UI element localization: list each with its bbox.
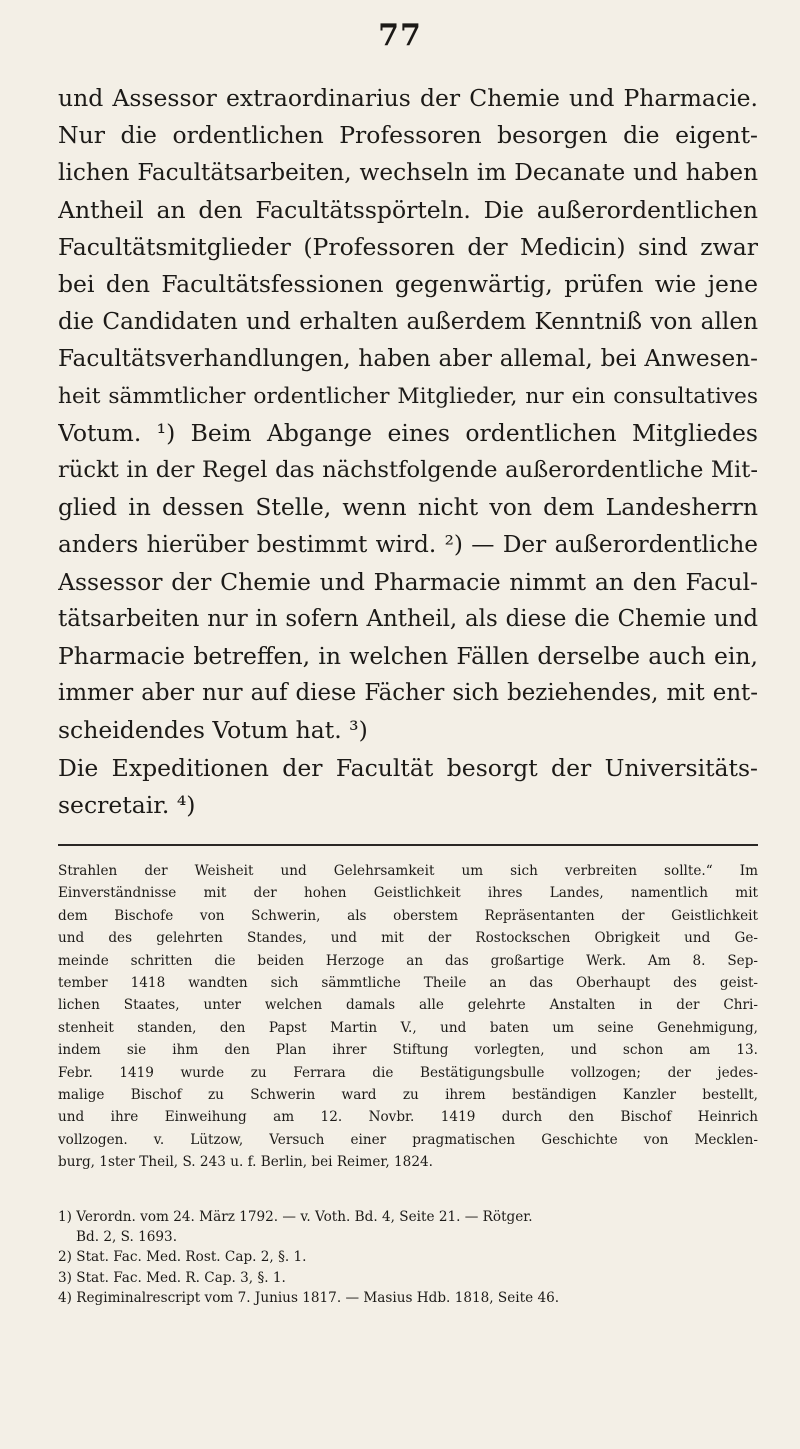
main-line: Die Expeditionen der Facultät besorgt der Universitäts- bbox=[58, 753, 758, 782]
main-line: Pharmacie betreffen, in welchen Fällen derselbe auch ein, bbox=[58, 642, 758, 671]
footnote-line: Strahlen der Weisheit und Gelehrsamkeit um sich verbreiten sollte.“ Im bbox=[58, 863, 758, 879]
footnote-line: und ihre Einweihung am 12. Novbr. 1419 durch den Bischof Heinrich bbox=[58, 1109, 758, 1126]
footnote-line: Einverständnisse mit der hohen Geistlichkeit ihres Landes, namentlich mit bbox=[58, 885, 758, 902]
footnote-continuation bbox=[58, 860, 758, 1174]
footnote-line: dem Bischofe von Schwerin, als oberstem Repräsentanten der Geistlichkeit bbox=[58, 907, 758, 924]
main-line: bei den Facultätsfessionen gegenwärtig, prüfen wie jene bbox=[58, 270, 758, 299]
main-line: und Assessor extraordinarius der Chemie und Pharmacie. bbox=[58, 84, 758, 112]
main-line: rückt in der Regel das nächstfolgende außerordentliche Mit- bbox=[58, 457, 758, 484]
main-line: Antheil an den Facultätsspörteln. Die außerordentlichen bbox=[58, 195, 758, 224]
main-line: secretair. ⁴) bbox=[58, 790, 196, 819]
main-line: lichen Facultätsarbeiten, wechseln im Decanate und haben bbox=[58, 159, 758, 187]
footnote-line: burg, 1ster Theil, S. 243 u. f. Berlin, bei Reimer, 1824. bbox=[58, 1154, 433, 1171]
main-line: heit sämmtlicher ordentlicher Mitglieder, nur ein consultatives bbox=[58, 383, 758, 409]
footnote-line: vollzogen. v. Lützow, Versuch einer pragmatischen Geschichte von Mecklen- bbox=[58, 1131, 758, 1148]
footnote-line: indem sie ihm den Plan ihrer Stiftung vorlegten, und schon am 13. bbox=[58, 1042, 758, 1059]
main-line: Facultätsverhandlungen, haben aber allemal, bei Anwesen- bbox=[58, 345, 758, 373]
main-line: Facultätsmitglieder (Professoren der Medicin) sind zwar bbox=[58, 232, 758, 261]
footnote-1-continuation: Bd. 2, S. 1693. bbox=[76, 1229, 178, 1246]
footnote-line: und des gelehrten Standes, und mit der Rostockschen Obrigkeit und Ge- bbox=[58, 930, 758, 947]
main-line: tätsarbeiten nur in sofern Antheil, als diese die Chemie und bbox=[58, 605, 758, 632]
main-line: glied in dessen Stelle, wenn nicht von dem Landesherrn bbox=[58, 493, 758, 522]
main-line: Votum. ¹) Beim Abgange eines ordentlichen Mitgliedes bbox=[58, 418, 758, 447]
footnote-line: lichen Staates, unter welchen damals alle gelehrte Anstalten in der Chri- bbox=[58, 997, 758, 1014]
main-line: anders hierüber bestimmt wird. ²) — Der außerordentliche bbox=[58, 531, 758, 559]
main-line: scheidendes Votum hat. ³) bbox=[58, 716, 368, 745]
footnote-1: 1) Verordn. vom 24. März 1792. — v. Voth. Bd. 4, Seite 21. — Rötger. bbox=[58, 1209, 533, 1225]
page-number: 77 bbox=[378, 18, 422, 53]
main-line: Nur die ordentlichen Professoren besorgen die eigent- bbox=[58, 121, 758, 150]
main-text bbox=[58, 80, 758, 824]
footnote-line: stenheit standen, den Papst Martin V., und baten um seine Genehmigung, bbox=[58, 1019, 758, 1036]
footnote-divider bbox=[58, 844, 758, 846]
footnote-line: Febr. 1419 wurde zu Ferrara die Bestätigungsbulle vollzogen; der jedes- bbox=[58, 1064, 758, 1081]
main-line: die Candidaten und erhalten außerdem Kenntniß von allen bbox=[58, 308, 758, 336]
main-line: immer aber nur auf diese Fächer sich beziehendes, mit ent- bbox=[58, 680, 758, 707]
footnote-line: malige Bischof zu Schwerin ward zu ihrem beständigen Kanzler bestellt, bbox=[58, 1087, 758, 1104]
footnote-references bbox=[58, 1207, 758, 1308]
footnote-2: 2) Stat. Fac. Med. Rost. Cap. 2, §. 1. bbox=[58, 1249, 307, 1266]
footnote-line: meinde schritten die beiden Herzoge an das großartige Werk. Am 8. Sep- bbox=[58, 952, 758, 969]
footnote-4: 4) Regiminalrescript vom 7. Junius 1817. — Masius Hdb. 1818, Seite 46. bbox=[58, 1289, 560, 1306]
footnote-3: 3) Stat. Fac. Med. R. Cap. 3, §. 1. bbox=[58, 1269, 286, 1286]
footnote-line: tember 1418 wandten sich sämmtliche Theile an das Oberhaupt des geist- bbox=[58, 975, 758, 992]
main-line: Assessor der Chemie und Pharmacie nimmt an den Facul- bbox=[58, 567, 758, 596]
